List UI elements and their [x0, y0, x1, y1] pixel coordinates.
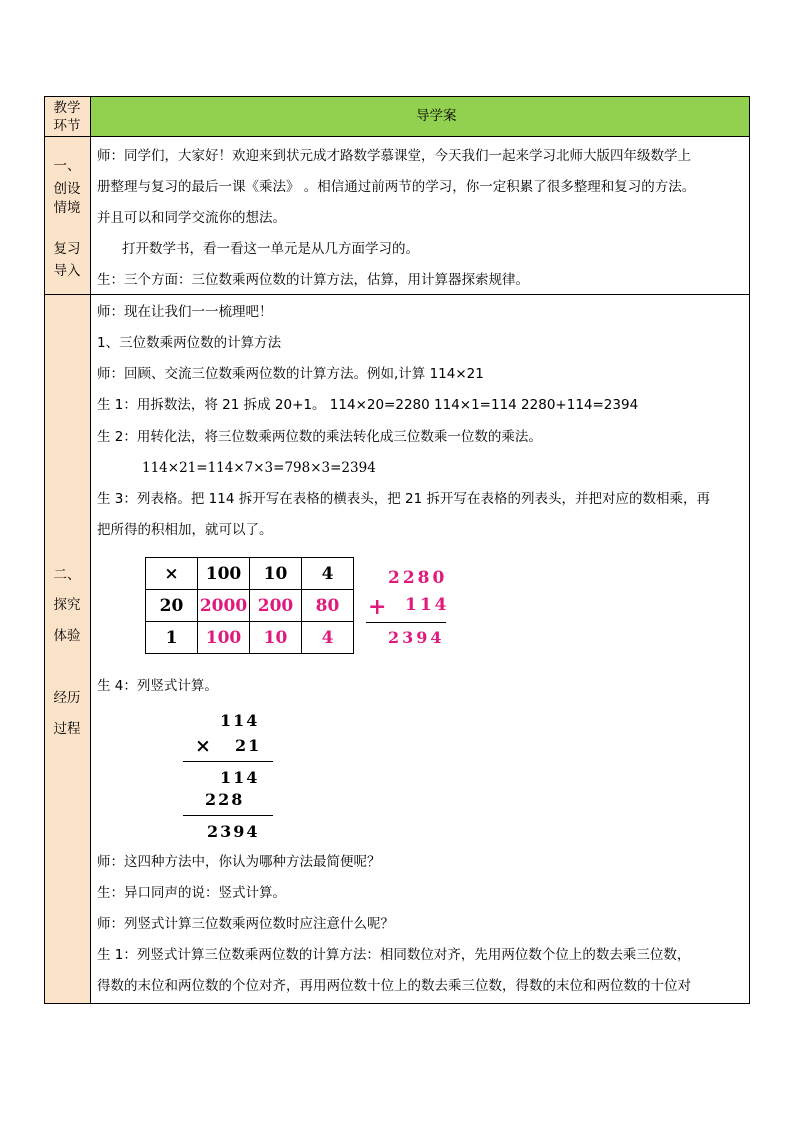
grid-corner: × [146, 558, 198, 590]
sum-plus-sign: + [368, 594, 390, 620]
s2-line-9: 生 4：列竖式计算。 [97, 678, 218, 694]
section1-label-5: 导入 [53, 263, 81, 279]
s2-line-11: 生：异口同声的说：竖式计算。 [97, 885, 286, 901]
vert-partial-2: 228 [205, 790, 245, 809]
vert-top: 114 [220, 711, 260, 730]
vert-line-2 [183, 815, 273, 816]
sum-addend-a: 2280 [388, 568, 448, 588]
s2-line-12: 师：列竖式计算三位数乘两位数时应注意什么呢？ [97, 916, 394, 932]
s1-line-2: 册整理与复习的最后一课《乘法》 。相信通过前两节的学习，你一定积累了很多整理和复习的方法。 [97, 179, 696, 195]
vert-line-1 [183, 761, 273, 762]
grid-cell: 10 [250, 622, 302, 654]
section2-label-5: 过程 [53, 721, 81, 737]
section1-label-3: 情境 [53, 200, 81, 216]
grid-cell: 80 [302, 590, 354, 622]
row-divider [45, 294, 749, 295]
s2-line-2: 1、三位数乘两位数的计算方法 [97, 335, 282, 351]
section1-label-4: 复习 [53, 241, 81, 257]
header-left-line1: 教学 [53, 100, 81, 116]
s2-line-6: 114×21=114×7×3=798×3=2394 [142, 460, 376, 476]
grid-cell: 200 [250, 590, 302, 622]
s2-line-4: 生 1：用拆数法，将 21 拆成 20+1。 114×20=2280 114×1=114 2280+114=2394 [97, 397, 639, 413]
section2-label-2: 探究 [53, 597, 81, 613]
grid-cell: 2000 [198, 590, 250, 622]
header-left-line2: 环节 [53, 118, 81, 134]
s2-line-8: 把所得的积相加，就可以了。 [97, 522, 273, 538]
vert-multiplier: 21 [235, 736, 262, 755]
grid-row-header: 20 [146, 590, 198, 622]
s1-line-4: 打开数学书，看一看这一单元是从几方面学习的。 [122, 241, 419, 257]
grid-cell: 4 [302, 622, 354, 654]
multiplication-grid [145, 557, 354, 654]
grid-col-header: 100 [198, 558, 250, 590]
grid-col-header: 10 [250, 558, 302, 590]
sum-addend-b: 114 [405, 595, 450, 615]
s2-line-14: 得数的末位和两位数的个位对齐，再用两位数十位上的数去乘三位数，得数的末位和两位数的十位对 [97, 978, 691, 994]
s2-line-1: 师：现在让我们一一梳理吧！ [97, 304, 273, 320]
section2-label-1: 二、 [53, 567, 81, 583]
section1-label-1: 一、 [53, 158, 81, 174]
s1-line-3: 并且可以和同学交流你的想法。 [97, 210, 286, 226]
section2-label-4: 经历 [53, 690, 81, 706]
s2-line-7: 生 3：列表格。把 114 拆开写在表格的横表头，把 21 拆开写在表格的列表头，并把对应的数相乘，再 [97, 491, 710, 507]
s1-line-1: 师：同学们，大家好！欢迎来到状元成才路数学慕课堂，今天我们一起来学习北师大版四年级数学上 [97, 148, 691, 164]
section1-label-2: 创设 [53, 181, 81, 197]
sum-line [366, 622, 446, 623]
section2-label-3: 体验 [53, 628, 81, 644]
vert-times-sign: × [195, 735, 213, 757]
grid-cell: 100 [198, 622, 250, 654]
grid-col-header: 4 [302, 558, 354, 590]
s2-line-5: 生 2：用转化法，将三位数乘两位数的乘法转化成三位数乘一位数的乘法。 [97, 429, 542, 445]
s2-line-3: 师：回顾、交流三位数乘两位数的计算方法。例如,计算 114×21 [97, 366, 484, 382]
s2-line-10: 师：这四种方法中，你认为哪种方法最简便呢？ [97, 854, 381, 870]
vert-partial-1: 114 [220, 768, 260, 787]
s2-line-13: 生 1：列竖式计算三位数乘两位数的计算方法：相同数位对齐，先用两位数个位上的数去乘三位数， [97, 947, 691, 963]
page-title: 导学案 [416, 108, 457, 124]
sum-result: 2394 [388, 628, 445, 647]
section2-label-cell [45, 295, 91, 1003]
s1-line-5: 生：三个方面：三位数乘两位数的计算方法，估算，用计算器探索规律。 [97, 272, 529, 288]
grid-row-header: 1 [146, 622, 198, 654]
vert-result: 2394 [207, 822, 260, 841]
